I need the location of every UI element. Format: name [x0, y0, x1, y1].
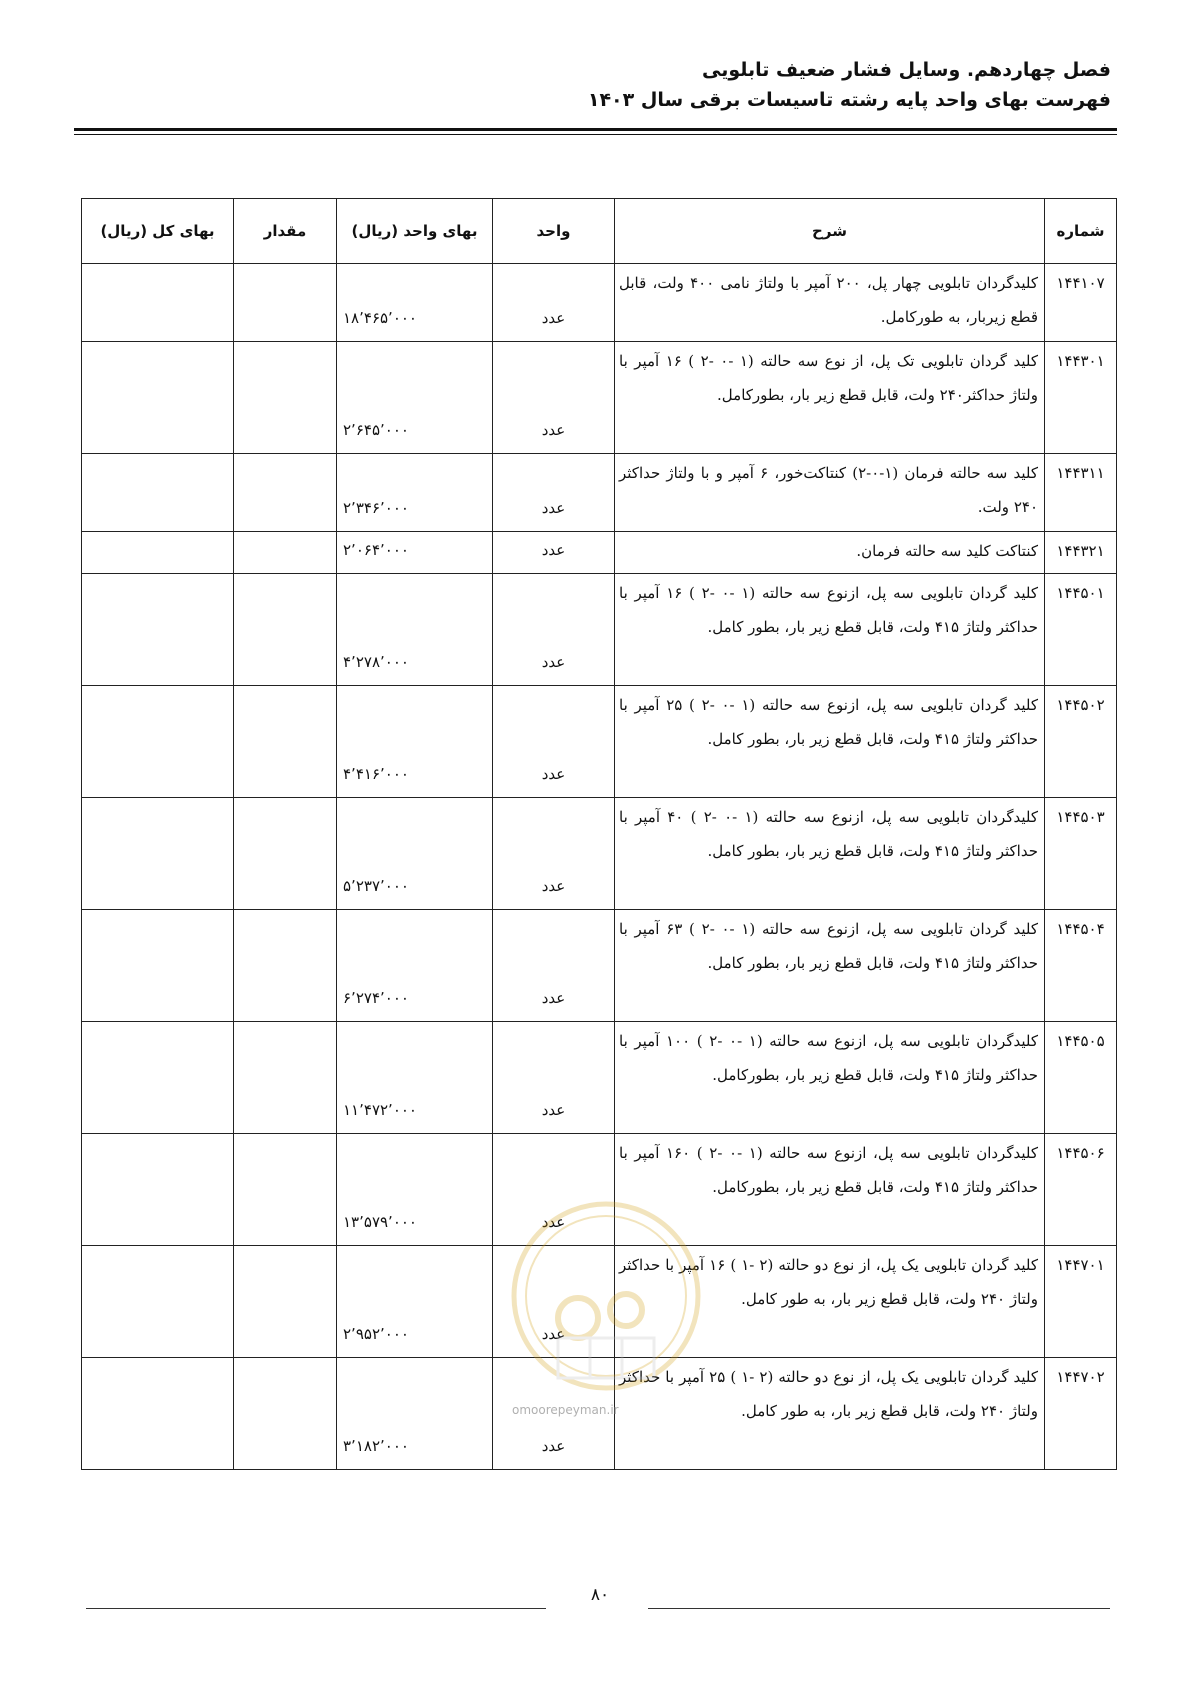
item-total-price: [82, 1246, 234, 1358]
item-unit-price: ۲٬۶۴۵٬۰۰۰: [337, 342, 493, 454]
item-unit-price: ۴٬۲۷۸٬۰۰۰: [337, 574, 493, 686]
header-divider-thin: [74, 134, 1117, 135]
item-unit: عدد: [493, 1134, 615, 1246]
item-number: ۱۴۴۳۲۱: [1045, 532, 1117, 574]
table-row: [82, 910, 1117, 1022]
item-number: ۱۴۴۵۰۴: [1045, 910, 1117, 1022]
item-quantity: [234, 342, 337, 454]
item-total-price: [82, 1358, 234, 1470]
item-total-price: [82, 532, 234, 574]
item-unit-price: ۱۱٬۴۷۲٬۰۰۰: [337, 1022, 493, 1134]
item-total-price: [82, 1022, 234, 1134]
item-unit-price: ۲٬۳۴۶٬۰۰۰: [337, 454, 493, 532]
price-list-subtitle: فهرست بهای واحد پایه رشته تاسیسات برقی سال ۱۴۰۳: [587, 89, 1111, 111]
item-unit: عدد: [493, 686, 615, 798]
item-unit: عدد: [493, 798, 615, 910]
item-quantity: [234, 798, 337, 910]
item-unit: عدد: [493, 1358, 615, 1470]
item-quantity: [234, 1022, 337, 1134]
item-unit: عدد: [493, 910, 615, 1022]
item-unit: عدد: [493, 1022, 615, 1134]
table-row: [82, 1022, 1117, 1134]
column-header-number: شماره: [1045, 199, 1117, 264]
item-unit-price: ۱۳٬۵۷۹٬۰۰۰: [337, 1134, 493, 1246]
item-total-price: [82, 264, 234, 342]
table-row: [82, 342, 1117, 454]
item-number: ۱۴۴۱۰۷: [1045, 264, 1117, 342]
item-quantity: [234, 1134, 337, 1246]
item-unit-price: ۵٬۲۳۷٬۰۰۰: [337, 798, 493, 910]
item-number: ۱۴۴۵۰۶: [1045, 1134, 1117, 1246]
item-number: ۱۴۴۳۰۱: [1045, 342, 1117, 454]
item-number: ۱۴۴۳۱۱: [1045, 454, 1117, 532]
item-unit-price: ۲٬۹۵۲٬۰۰۰: [337, 1246, 493, 1358]
item-unit: عدد: [493, 454, 615, 532]
item-quantity: [234, 1358, 337, 1470]
item-number: ۱۴۴۷۰۲: [1045, 1358, 1117, 1470]
item-description: کلید گردان تابلویی سه پل، ازنوع سه حالته (۱ -۰ -۲ ) ۶۳ آمپر با حداکثر ولتاژ ۴۱۵ ولت، قابل قطع زیر بار، بطور کامل.: [615, 910, 1045, 1022]
item-description: کلید سه حالته فرمان (۱-۰-۲) کنتاکت‌خور، ۶ آمپر و با ولتاژ حداکثر ۲۴۰ ولت.: [615, 454, 1045, 532]
item-quantity: [234, 454, 337, 532]
table-row: [82, 686, 1117, 798]
table-header-row: [82, 199, 1117, 264]
column-header-description: شرح: [615, 199, 1045, 264]
item-unit: عدد: [493, 532, 615, 574]
item-total-price: [82, 1134, 234, 1246]
item-unit: عدد: [493, 342, 615, 454]
table-row: [82, 1134, 1117, 1246]
table-row: [82, 264, 1117, 342]
item-unit: عدد: [493, 1246, 615, 1358]
item-description: کنتاکت کلید سه حالته فرمان.: [615, 532, 1045, 574]
item-total-price: [82, 342, 234, 454]
item-quantity: [234, 532, 337, 574]
table-row: [82, 454, 1117, 532]
item-unit-price: ۴٬۴۱۶٬۰۰۰: [337, 686, 493, 798]
item-description: کلیدگردان تابلویی چهار پل، ۲۰۰ آمپر با ولتاژ نامی ۴۰۰ ولت، قابل قطع زیربار، به طورکامل.: [615, 264, 1045, 342]
column-header-total-price: بهای کل (ریال): [82, 199, 234, 264]
item-total-price: [82, 454, 234, 532]
table-row: [82, 1246, 1117, 1358]
item-number: ۱۴۴۵۰۵: [1045, 1022, 1117, 1134]
header-divider-thick: [74, 128, 1117, 131]
table-row: [82, 574, 1117, 686]
item-number: ۱۴۴۷۰۱: [1045, 1246, 1117, 1358]
footer-rule-left: [86, 1608, 546, 1609]
table-row: [82, 798, 1117, 910]
page-header: [74, 55, 1111, 115]
item-description: کلید گردان تابلویی سه پل، ازنوع سه حالته (۱ -۰ -۲ ) ۲۵ آمپر با حداکثر ولتاژ ۴۱۵ ولت، قابل قطع زیر بار، بطور کامل.: [615, 686, 1045, 798]
item-number: ۱۴۴۵۰۲: [1045, 686, 1117, 798]
item-unit-price: ۳٬۱۸۲٬۰۰۰: [337, 1358, 493, 1470]
item-description: کلید گردان تابلویی یک پل، از نوع دو حالته (۲ -۱ ) ۱۶ آمپر با حداکثر ولتاژ ۲۴۰ ولت، قابل قطع زیر بار، به طور کامل.: [615, 1246, 1045, 1358]
item-unit-price: ۶٬۲۷۴٬۰۰۰: [337, 910, 493, 1022]
page-number: ۸۰: [590, 1585, 610, 1605]
item-unit-price: ۱۸٬۴۶۵٬۰۰۰: [337, 264, 493, 342]
item-description: کلیدگردان تابلویی سه پل، ازنوع سه حالته (۱ -۰ -۲ ) ۴۰ آمپر با حداکثر ولتاژ ۴۱۵ ولت، قابل قطع زیر بار، بطور کامل.: [615, 798, 1045, 910]
item-number: ۱۴۴۵۰۱: [1045, 574, 1117, 686]
footer-rule-right: [648, 1608, 1110, 1609]
item-total-price: [82, 574, 234, 686]
chapter-title: فصل چهاردهم. وسایل فشار ضعیف تابلویی: [701, 59, 1111, 81]
item-total-price: [82, 910, 234, 1022]
item-quantity: [234, 1246, 337, 1358]
item-number: ۱۴۴۵۰۳: [1045, 798, 1117, 910]
watermark-url: omoorepeyman.ir: [512, 1403, 619, 1417]
item-description: کلید گردان تابلویی سه پل، ازنوع سه حالته (۱ -۰ -۲ ) ۱۶ آمپر با حداکثر ولتاژ ۴۱۵ ولت، قابل قطع زیر بار، بطور کامل.: [615, 574, 1045, 686]
table-body: [82, 264, 1117, 1470]
item-total-price: [82, 686, 234, 798]
column-header-unit: واحد: [493, 199, 615, 264]
item-quantity: [234, 910, 337, 1022]
item-total-price: [82, 798, 234, 910]
column-header-unit-price: بهای واحد (ریال): [337, 199, 493, 264]
item-unit-price: ۲٬۰۶۴٬۰۰۰: [337, 532, 493, 574]
price-table: [81, 198, 1117, 1470]
item-unit: عدد: [493, 574, 615, 686]
item-unit: عدد: [493, 264, 615, 342]
item-description: کلیدگردان تابلویی سه پل، ازنوع سه حالته (۱ -۰ -۲ ) ۱۶۰ آمپر با حداکثر ولتاژ ۴۱۵ ولت، قابل قطع زیر بار، بطورکامل.: [615, 1134, 1045, 1246]
item-quantity: [234, 686, 337, 798]
item-description: کلیدگردان تابلویی سه پل، ازنوع سه حالته (۱ -۰ -۲ ) ۱۰۰ آمپر با حداکثر ولتاژ ۴۱۵ ولت، قابل قطع زیر بار، بطورکامل.: [615, 1022, 1045, 1134]
item-description: کلید گردان تابلویی تک پل، از نوع سه حالته (۱ -۰ -۲ ) ۱۶ آمپر با ولتاژ حداکثر۲۴۰ ولت، قابل قطع زیر بار، بطورکامل.: [615, 342, 1045, 454]
table-row: [82, 532, 1117, 574]
item-quantity: [234, 264, 337, 342]
item-quantity: [234, 574, 337, 686]
column-header-quantity: مقدار: [234, 199, 337, 264]
item-description: کلید گردان تابلویی یک پل، از نوع دو حالته (۲ -۱ ) ۲۵ آمپر با حداکثر ولتاژ ۲۴۰ ولت، قابل قطع زیر بار، به طور کامل.: [615, 1358, 1045, 1470]
